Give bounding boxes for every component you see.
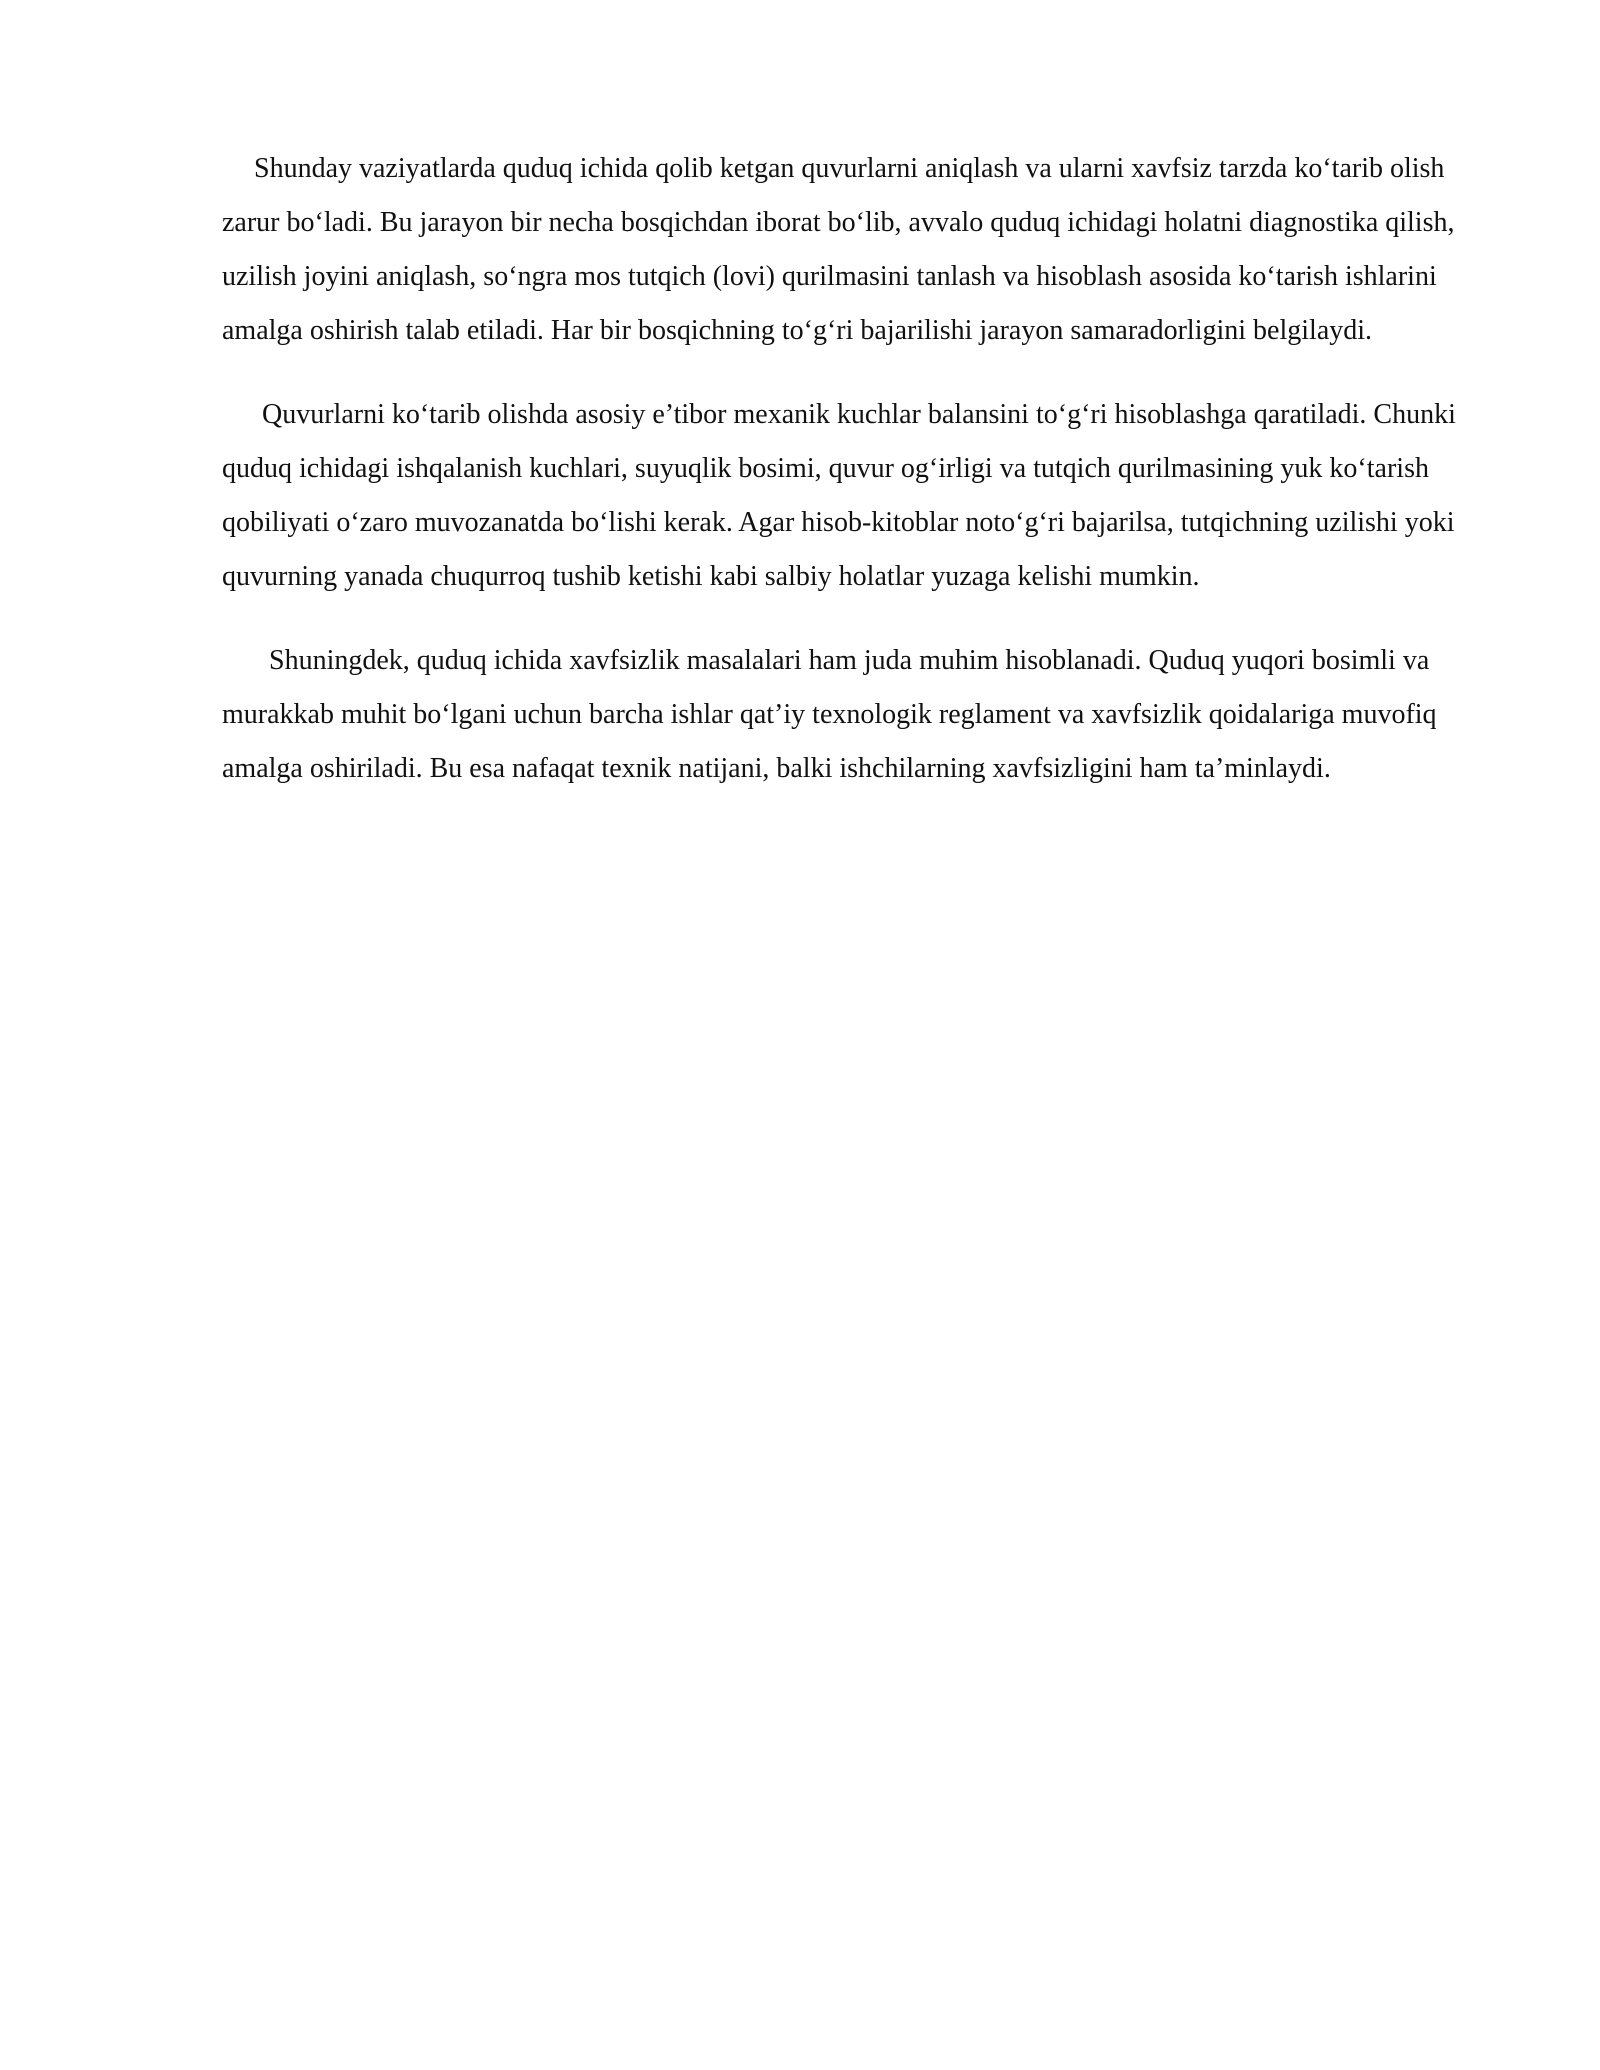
- paragraph-3: Shuningdek, quduq ichida xavfsizlik masalalari ham juda muhim hisoblanadi. Quduq yuqori bosimli va murakkab muhit bo‘lgani uchun barcha ishlar qat’iy texnologik reglament va xavfsizlik qoidalariga muvofiq amalga oshiriladi. Bu esa nafaqat texnik natijani, balki ishchilarning xavfsizligini ham ta’minlaydi.: [222, 645, 1437, 784]
- paragraph-2: Quvurlarni ko‘tarib olishda asosiy e’tibor mexanik kuchlar balansini to‘g‘ri hisoblashga qaratiladi. Chunki quduq ichidagi ishqalanish kuchlari, suyuqlik bosimi, quvur og‘irligi va tutqich qurilmasining yuk ko‘tarish qobiliyati o‘zaro muvozanatda bo‘lishi kerak. Agar hisob-kitoblar noto‘g‘ri bajarilsa, tutqichning uzilishi yoki quvurning yanada chuqurroq tushib ketishi kabi salbiy holatlar yuzaga kelishi mumkin.: [222, 399, 1456, 592]
- document-body: [222, 142, 1462, 826]
- paragraph-1: Shunday vaziyatlarda quduq ichida qolib ketgan quvurlarni aniqlash va ularni xavfsiz tarzda ko‘tarib olish zarur bo‘ladi. Bu jarayon bir necha bosqichdan iborat bo‘lib, avvalo quduq ichidagi holatni diagnostika qilish, uzilish joyini aniqlash, so‘ngra mos tutqich (lovi) qurilmasini tanlash va hisoblash asosida ko‘tarish ishlarini amalga oshirish talab etiladi. Har bir bosqichning to‘g‘ri bajarilishi jarayon samaradorligini belgilaydi.: [222, 153, 1455, 346]
